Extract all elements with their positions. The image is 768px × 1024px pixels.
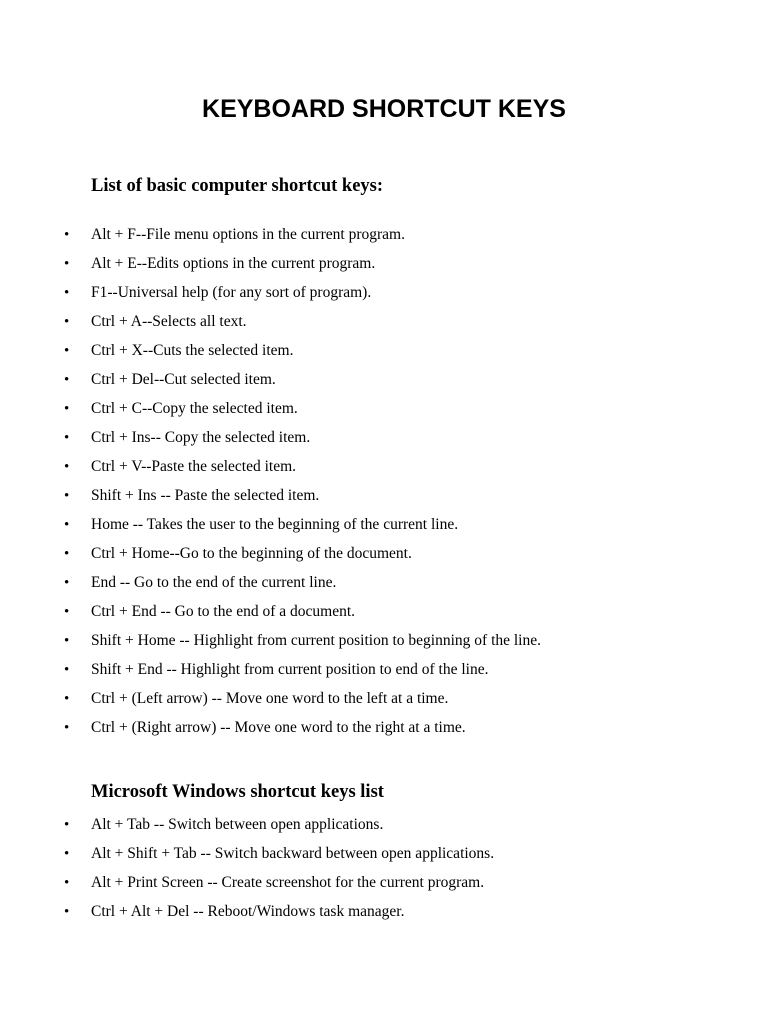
- bullet-icon: •: [64, 343, 70, 359]
- bullet-icon: •: [64, 517, 70, 533]
- bullet-icon: •: [64, 720, 70, 736]
- bullet-icon: •: [64, 256, 70, 272]
- list-item-text: Alt + F--File menu options in the current program.: [91, 226, 405, 243]
- list-item-text: Ctrl + Ins-- Copy the selected item.: [91, 429, 311, 446]
- list-item-text: Ctrl + (Left arrow) -- Move one word to the left at a time.: [91, 690, 449, 707]
- list-item-text: Ctrl + A--Selects all text.: [91, 313, 247, 330]
- list-item-text: Shift + Home -- Highlight from current position to beginning of the line.: [91, 632, 541, 649]
- bullet-icon: •: [64, 546, 70, 562]
- bullet-icon: •: [64, 285, 70, 301]
- list-item-text: Alt + Shift + Tab -- Switch backward between open applications.: [91, 845, 495, 862]
- bullet-icon: •: [64, 401, 70, 417]
- bullet-icon: •: [64, 817, 70, 833]
- bullet-icon: •: [64, 904, 70, 920]
- list-item-text: Shift + Ins -- Paste the selected item.: [91, 487, 320, 504]
- bullet-icon: •: [64, 875, 70, 891]
- bullet-icon: •: [64, 488, 70, 504]
- list-item-text: Alt + Print Screen -- Create screenshot for the current program.: [91, 874, 485, 891]
- list-item-text: F1--Universal help (for any sort of program).: [91, 284, 372, 301]
- bullet-icon: •: [64, 575, 70, 591]
- bullet-icon: •: [64, 459, 70, 475]
- list-item-text: Home -- Takes the user to the beginning of the current line.: [91, 516, 459, 533]
- bullet-icon: •: [64, 430, 70, 446]
- bullet-icon: •: [64, 846, 70, 862]
- page-title: KEYBOARD SHORTCUT KEYS: [202, 95, 566, 123]
- list-item-text: Ctrl + Home--Go to the beginning of the document.: [91, 545, 412, 562]
- list-item-text: Alt + E--Edits options in the current program.: [91, 255, 376, 272]
- list-item-text: Ctrl + X--Cuts the selected item.: [91, 342, 294, 359]
- list-item-text: Shift + End -- Highlight from current position to end of the line.: [91, 661, 489, 678]
- bullet-icon: •: [64, 662, 70, 678]
- list-item-text: Ctrl + End -- Go to the end of a document.: [91, 603, 355, 620]
- bullet-icon: •: [64, 227, 70, 243]
- bullet-icon: •: [64, 372, 70, 388]
- bullet-icon: •: [64, 633, 70, 649]
- section-heading-windows-shortcuts: Microsoft Windows shortcut keys list: [91, 782, 384, 802]
- list-item-text: Ctrl + (Right arrow) -- Move one word to the right at a time.: [91, 719, 466, 736]
- bullet-icon: •: [64, 314, 70, 330]
- section-heading-basic-shortcuts: List of basic computer shortcut keys:: [91, 176, 384, 196]
- bullet-icon: •: [64, 604, 70, 620]
- list-item-text: Alt + Tab -- Switch between open applications.: [91, 816, 384, 833]
- list-item-text: End -- Go to the end of the current line.: [91, 574, 337, 591]
- list-item-text: Ctrl + C--Copy the selected item.: [91, 400, 298, 417]
- list-item-text: Ctrl + V--Paste the selected item.: [91, 458, 297, 475]
- list-item-text: Ctrl + Alt + Del -- Reboot/Windows task manager.: [91, 903, 405, 920]
- list-item-text: Ctrl + Del--Cut selected item.: [91, 371, 276, 388]
- bullet-icon: •: [64, 691, 70, 707]
